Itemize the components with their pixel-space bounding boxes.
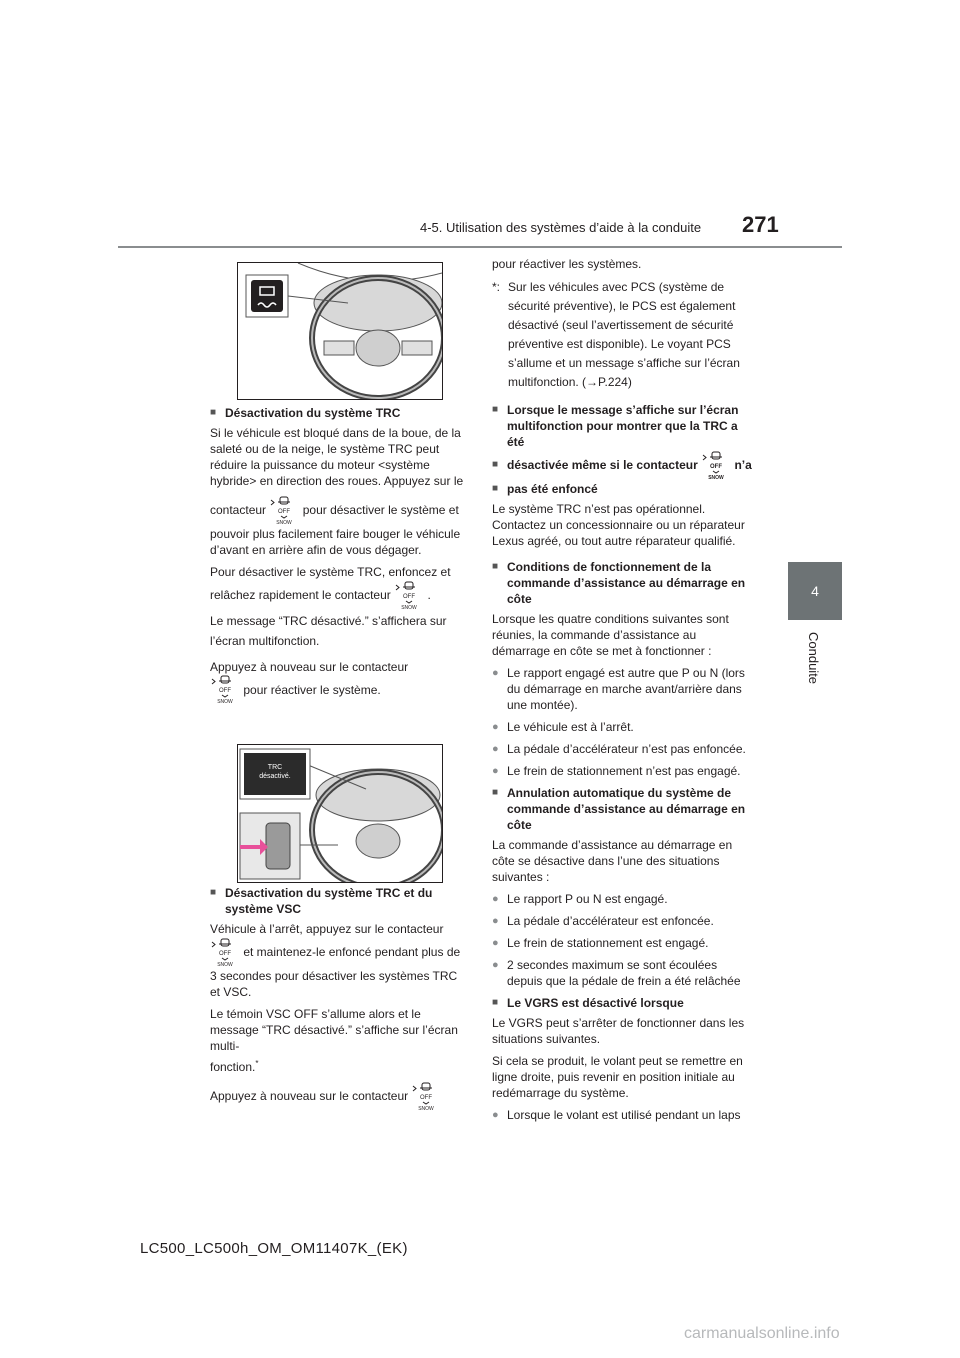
- footnote-mark: *:: [492, 280, 501, 294]
- trc-off-switch-icon: [411, 1082, 441, 1112]
- message-line: désactivé.: [259, 773, 291, 780]
- section-title: 4-5. Utilisation des systèmes d’aide à la conduite: [420, 220, 702, 235]
- heading-message: ■ Lorsque le message s’affiche sur l’écran multifonction pour montrer que la TRC a été: [492, 402, 754, 450]
- chapter-label: Conduite: [806, 632, 821, 685]
- header-rule: [118, 246, 842, 248]
- paragraph-with-icon: [210, 495, 470, 526]
- trc-off-switch-icon: [701, 451, 731, 481]
- paragraph: Si cela se produit, le volant peut se remettre en ligne droite, puis revenir en position initiale au redémarrage du système.: [492, 1053, 743, 1100]
- heading-message-cont: [492, 450, 754, 481]
- text: désactivée même si le contacteur: [507, 458, 698, 472]
- list-item: ● Le rapport engagé est autre que P ou N (lors du démarrage en marche avant/arrière dans une montée).: [492, 665, 754, 713]
- paragraph: Véhicule à l’arrêt, appuyez sur le contacteur: [210, 922, 444, 936]
- paragraph: Le système TRC n’est pas opérationnel. Contactez un concessionnaire ou un réparateur Lexus agréé, ou tout autre réparateur qualifié.: [492, 501, 745, 548]
- dashboard-figure-1: [237, 262, 443, 400]
- text: fonction.: [210, 1059, 256, 1074]
- paragraph: Lorsque les quatre conditions suivantes sont réunies, la commande d’assistance au démarrage en côte se met à fonctionner :: [492, 611, 729, 658]
- heading-message-end: ■ pas été enfoncé: [492, 481, 754, 497]
- paragraph-with-icon: [210, 580, 470, 611]
- list-item: ● Lorsque le volant est utilisé pendant un laps: [492, 1107, 754, 1123]
- trc-off-switch-icon: [210, 675, 240, 705]
- text: contacteur: [210, 503, 267, 517]
- paragraph: Le VGRS peut s’arrêter de fonctionner dans les situations suivantes.: [492, 1015, 745, 1046]
- left-column-bottom: [210, 885, 470, 1112]
- paragraph-with-icon: [210, 1081, 470, 1112]
- page-number: 271: [742, 212, 779, 237]
- chapter-tab: 4: [788, 562, 842, 620]
- heading-trc-off: ■ Désactivation du système TRC: [210, 405, 470, 421]
- watermark: carmanualsonline.info: [684, 1325, 840, 1342]
- trc-message-display: [244, 763, 306, 781]
- list-item: ● Le rapport P ou N est engagé.: [492, 891, 754, 907]
- heading-vgrs: ■ Le VGRS est désactivé lorsque: [492, 995, 754, 1011]
- list-item: ● 2 secondes maximum se sont écoulées depuis que la pédale de frein a été relâchée: [492, 957, 754, 989]
- text: relâchez rapidement le contacteur: [210, 587, 391, 602]
- text: et maintenez-le enfoncé pendant plus de: [243, 945, 461, 959]
- trc-off-switch-icon: [210, 938, 240, 968]
- list-item: ● Le frein de stationnement est engagé.: [492, 935, 754, 951]
- paragraph: Si le véhicule est bloqué dans de la boue, de la saleté ou de la neige, le système TRC peut réduire la puissance du moteur <système hybride> en direction des roues. Appuyez sur le: [210, 426, 464, 488]
- paragraph: l’écran multifonction.: [210, 633, 320, 648]
- text: n’a: [734, 458, 752, 472]
- document-code: LC500_LC500h_OM_OM11407K_(EK): [140, 1240, 408, 1257]
- paragraph: Le témoin VSC OFF s’allume alors et le message “TRC désactivé.” s’affiche sur l’écran multi-: [210, 1006, 458, 1053]
- heading-hill-start: ■ Conditions de fonctionnement de la commande d’assistance au démarrage en côte: [492, 559, 754, 607]
- trc-off-switch-icon: [394, 581, 424, 611]
- paragraph: La commande d’assistance au démarrage en côte se désactive dans l’une des situations suivantes :: [492, 837, 733, 884]
- paragraph: Appuyez à nouveau sur le contacteur: [210, 659, 409, 674]
- trc-off-switch-icon: [269, 496, 299, 526]
- footnote-text: Sur les véhicules avec PCS (système de sécurité préventive), le PCS est également désactivé (seul l’avertissement de sécurité préventive est disponible). Le voyant PCS s’allume et un message s’affiche sur l’écran multifonction. (→P.224): [508, 280, 740, 389]
- paragraph-with-icon: [210, 675, 470, 706]
- paragraph: pour réactiver les systèmes.: [492, 257, 642, 271]
- list-item: ● La pédale d’accélérateur est enfoncée.: [492, 913, 754, 929]
- paragraph: [210, 1056, 470, 1075]
- list-item: ● La pédale d’accélérateur n’est pas enfoncée.: [492, 741, 754, 757]
- paragraph: Le message “TRC désactivé.” s’affichera sur: [210, 613, 447, 628]
- message-line: TRC: [267, 764, 283, 771]
- text: .: [427, 587, 431, 602]
- left-column: [210, 405, 470, 705]
- heading-trc-vsc-off: ■ Désactivation du système TRC et du système VSC: [210, 885, 470, 917]
- paragraph-with-icon: [210, 937, 470, 968]
- text: pour réactiver le système.: [243, 682, 381, 697]
- list-item: ● Le véhicule est à l’arrêt.: [492, 719, 754, 735]
- text: pour désactiver le système et: [302, 503, 459, 517]
- paragraph: 3 secondes pour désactiver les systèmes TRC et VSC.: [210, 968, 458, 999]
- text: Appuyez à nouveau sur le contacteur: [210, 1088, 409, 1103]
- footnote: [492, 278, 754, 392]
- right-column: [492, 256, 754, 1129]
- heading-auto-cancel: ■ Annulation automatique du système de commande d’assistance au démarrage en côte: [492, 785, 754, 833]
- footnote-mark: *: [255, 1058, 259, 1068]
- dashboard-figure-2: [237, 744, 443, 883]
- paragraph: pouvoir plus facilement faire bouger le véhicule d’avant en arrière afin de vous dégager.: [210, 526, 461, 557]
- paragraph: Pour désactiver le système TRC, enfoncez et: [210, 564, 451, 579]
- list-item: ● Le frein de stationnement n’est pas engagé.: [492, 763, 754, 779]
